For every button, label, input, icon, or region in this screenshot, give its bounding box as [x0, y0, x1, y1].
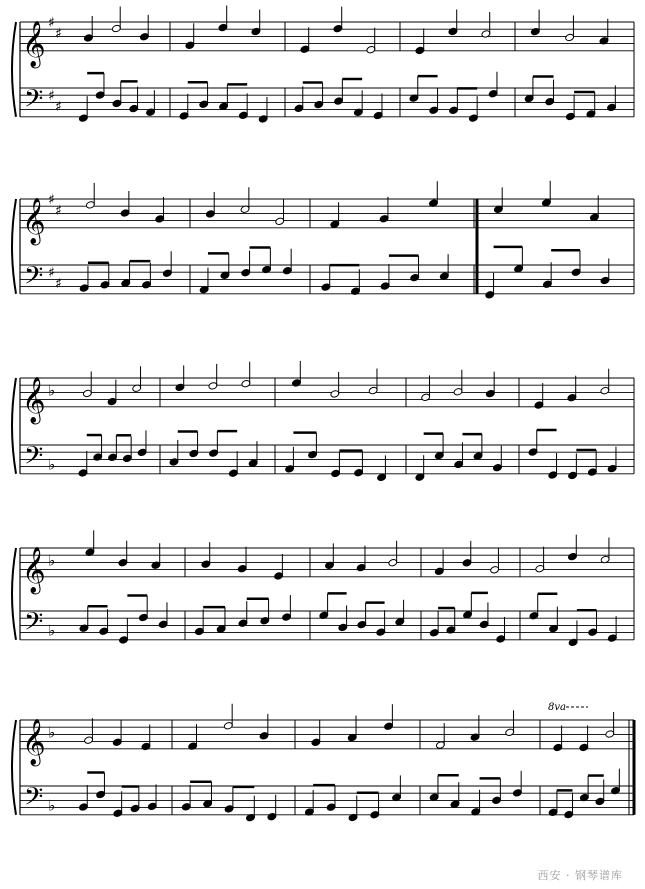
flat-icon: ♭ [48, 621, 56, 640]
brace-icon [12, 22, 16, 117]
treble-clef-icon: 𝄞 [22, 197, 46, 244]
flat-icon: ♭ [48, 551, 56, 570]
sharp-icon: ♯ [55, 25, 62, 42]
sharp-icon: ♯ [55, 276, 62, 292]
treble-clef-icon: 𝄞 [22, 546, 46, 593]
sharp-icon: ♯ [55, 202, 62, 219]
bass-clef-icon: 𝄢 [24, 261, 44, 297]
sharp-icon: ♯ [48, 15, 55, 31]
sharp-icon: ♯ [48, 265, 55, 282]
bass-clef-icon: 𝄢 [24, 441, 44, 477]
sharp-icon: ♯ [55, 99, 62, 115]
bass-clef-icon: 𝄢 [24, 782, 44, 818]
ottava-marking: 8va [548, 702, 566, 713]
treble-clef-icon: 𝄞 [22, 376, 46, 423]
flat-icon: ♭ [48, 381, 56, 400]
treble-clef-icon: 𝄞 [22, 20, 46, 67]
watermark-text: 西安 · 钢琴谱库 [537, 869, 623, 882]
bass-clef-icon: 𝄢 [24, 607, 44, 643]
sharp-icon: ♯ [48, 88, 55, 105]
bass-clef-icon: 𝄢 [24, 84, 44, 120]
flat-icon: ♭ [48, 455, 56, 474]
brace-icon [12, 720, 16, 815]
brace-icon [12, 378, 16, 474]
brace-icon [12, 548, 16, 640]
treble-clef-icon: 𝄞 [22, 718, 46, 765]
sharp-icon: ♯ [48, 192, 55, 208]
flat-icon: ♭ [48, 723, 56, 742]
flat-icon: ♭ [48, 796, 56, 815]
brace-icon [12, 199, 16, 294]
